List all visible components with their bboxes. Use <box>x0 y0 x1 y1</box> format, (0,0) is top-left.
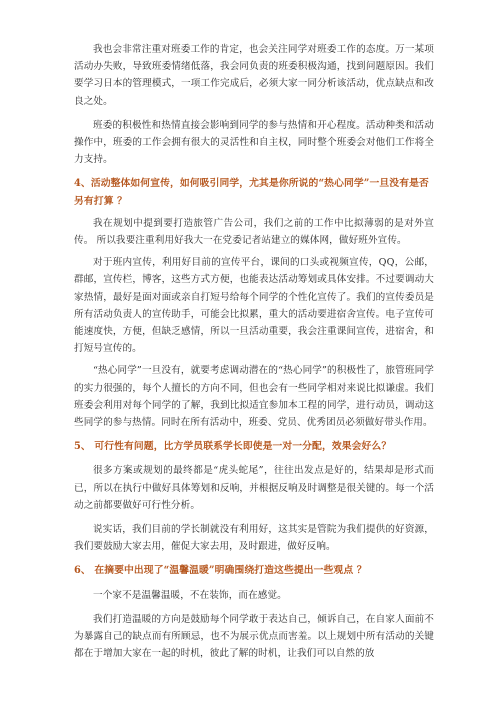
paragraph-enthusiastic-students: “热心同学”一旦没有，就要考虑调动潜在的“热心同学”的积极性了，旅管班同学的实力很强的，每个人擅长的方向不同，但也会有一些同学相对来说比拟谦虚。我们班委会利用对每个同学的了解，我到比拟适宜参加本工程的同学，进行动员，调动这些同学的参与热情。同时在所有活动中，班委、党员、优秀团员必须做好带头作用。 <box>74 365 434 429</box>
question-heading-4: 4、活动整体如何宣传，如何吸引同学，尤其是你所说的“热心同学”一旦没有是否另有打算 ？ <box>74 178 429 207</box>
paragraph-committee-enthusiasm: 班委的积极性和热情直接会影响到同学的参与热情和开心程度。活动种类和活动操作中，班委的工作会拥有很大的灵活性和自主权，同时整个班委会对他们工作将全力支持。 <box>74 119 434 166</box>
paragraph-external-publicity: 我在规划中提到要打造旅管广告公司，我们之前的工作中比拟薄弱的是对外宣传。 所以我要注重利用好我大一在党委记者站建立的媒体网，做好班外宣传。 <box>74 217 434 247</box>
paragraph-feasibility: 很多方案或规划的最终都是“虎头蛇尾”，往往出发点是好的，结果却是形式而已，所以在执行中做好具体筹划和反响，并根据反响及时调整是很关键的。每一个活动之前都要做好可行性分析。 <box>74 465 434 511</box>
paragraph-warmth-direction: 我们打造温暖的方向是鼓励每个同学敢于表达自己，倾诉自己，在自家人面前不为暴露自己的缺点而有所顾忌，也不为展示优点而害羞。以上规划中所有活动的关键都在于增加大家在一起的时机，彼此了解的时机，让我们可以自然的放 <box>74 613 434 660</box>
document-body <box>74 41 434 663</box>
paragraph-mentor-system: 说实话，我们目前的学长制就没有利用好，这其实是管院为我们提供的好资源，我们要鼓励大家去用，催促大家去用，及时跟进，做好反响。 <box>74 524 434 553</box>
paragraph-class-committee-recognition: 我也会非常注重对班委工作的肯定，也会关注同学对班委工作的态度。万一某项活动办失败，导致班委情绪低落，我会同负责的班委积极沟通，找到问题原因。我们要学习日本的管理模式，一项工作完成后，必须大家一同分析该活动，优点缺点和改良之处。 <box>74 44 434 107</box>
question-heading-5: 5、 可行性有问题，比方学员联系学长即使是一对一分配，效果会好么？ <box>74 441 392 453</box>
question-heading-6: 6、 在摘要中出现了“温馨温暖”明确围绕打造这些提出一些观点 ？ <box>74 565 367 577</box>
paragraph-home-feeling: 一个家不是温馨温暖，不在装饰，而在感觉。 <box>93 589 287 601</box>
paragraph-internal-publicity: 对于班内宣传，利用好目前的宣传平台，课间的口头或视频宣传，QQ，公邮，群邮，宣传栏，博客，这些方式方便，也能表达活动筹划或具体安排。不过要调动大家热情，最好是面对面或亲自打短号给每个同学的个性化宣传了。我们的宣传委员是所有活动负责人的宣传助手，可能会比拟累，重大的活动要进宿舍宣传。电子宣传可能速度快，方便，但缺乏感情，所以一旦活动重要，我会注重课间宣传，进宿舍，和打短号宣传的。 <box>74 257 434 355</box>
